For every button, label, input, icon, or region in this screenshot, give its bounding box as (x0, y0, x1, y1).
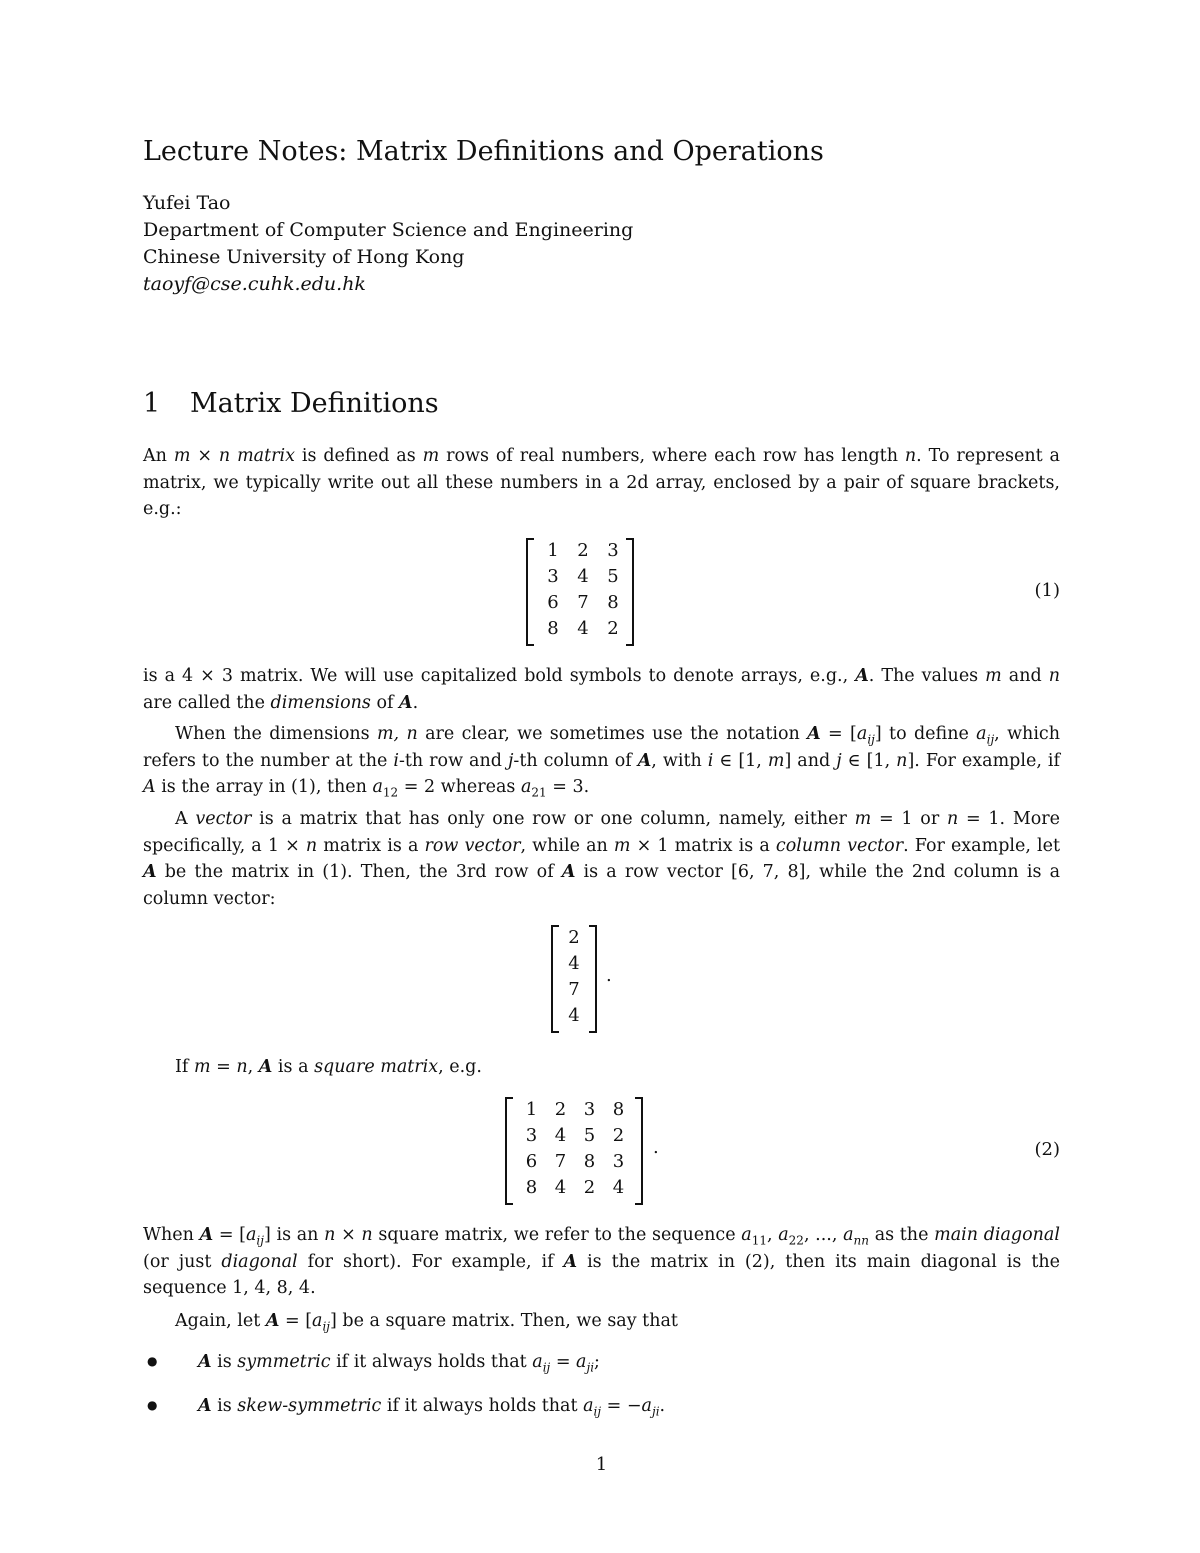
paragraph-bold-symbols: is a 4 × 3 matrix. We will use capitalized bold symbols to denote arrays, e.g., A. The values m and n are called the dimensions of A. (143, 666, 1060, 713)
left-bracket (551, 925, 559, 1033)
matrix-cell: 6 (525, 1151, 538, 1172)
paragraph-square-matrix: If m = n, A is a square matrix, e.g. (175, 1057, 482, 1077)
column-vector (551, 925, 631, 1033)
left-bracket (505, 1097, 513, 1205)
section-number: 1 (143, 388, 161, 419)
matrix-cell: 3 (583, 1099, 596, 1120)
matrix-cells (517, 1097, 633, 1201)
page-number: 1 (595, 1454, 608, 1475)
matrix-cell: 7 (577, 592, 589, 613)
author-department: Department of Computer Science and Engineering (143, 219, 634, 241)
matrix-cell: 4 (612, 1177, 625, 1198)
matrix-eq2 (505, 1097, 659, 1205)
matrix-cell: 4 (568, 1005, 580, 1026)
author-email[interactable]: taoyf@cse.cuhk.edu.hk (143, 273, 366, 295)
paper-title: Lecture Notes: Matrix Definitions and Operations (143, 136, 824, 167)
matrix-cell: 7 (554, 1151, 567, 1172)
section-heading (143, 388, 439, 419)
matrix-cell: 1 (525, 1099, 538, 1120)
matrix-cell: 6 (547, 592, 559, 613)
matrix-cell: 3 (547, 566, 559, 587)
paragraph-matrix-definition: An m × n matrix is defined as m rows of real numbers, where each row has length n. To represent a matrix, we typically write out all these numbers in a 2d array, enclosed by a pair of square brackets, e.g.: (143, 446, 1060, 519)
matrix-cell: 3 (607, 540, 619, 561)
matrix-cell: 8 (612, 1099, 625, 1120)
matrix-cell: 2 (577, 540, 589, 561)
paragraph-again: Again, let $A = [a_{ij}]$ be a square matrix. Then, we say that (175, 1311, 678, 1334)
list-item-skew-symmetric: A is skew-symmetric if it always holds that $a_{ij} = -a_{ji}$. (198, 1396, 666, 1419)
matrix-cell: 4 (568, 953, 580, 974)
matrix-cell: 8 (525, 1177, 538, 1198)
matrix-cell: 4 (554, 1125, 567, 1146)
section-title: Matrix Definitions (190, 388, 439, 419)
matrix-cell: 8 (583, 1151, 596, 1172)
vector-cells (563, 925, 585, 1029)
right-bracket (635, 1097, 643, 1205)
matrix-cell: 2 (612, 1125, 625, 1146)
bullet-icon: ● (147, 1398, 158, 1412)
matrix-cell: 2 (607, 618, 619, 639)
bullet-icon: ● (147, 1354, 158, 1368)
equation-number-2: (2) (1034, 1139, 1060, 1160)
right-bracket (589, 925, 597, 1033)
author-university: Chinese University of Hong Kong (143, 246, 465, 268)
matrix-cell: 5 (583, 1125, 596, 1146)
matrix-cell: 2 (554, 1099, 567, 1120)
matrix-cell: 4 (554, 1177, 567, 1198)
list-item-symmetric: A is symmetric if it always holds that $a_{ij} = a_{ji}$; (198, 1352, 600, 1375)
matrix-eq1 (526, 538, 636, 646)
matrix-cell: 3 (525, 1125, 538, 1146)
paragraph-main-diagonal: When $A = [a_{ij}]$ is an n × n square matrix, we refer to the sequence $a_{11}$, $a_{22}$, ..., $a_{nn}$ as the main diagonal (or just diagonal for short). For example, if A is the matrix in (2), then its main diagonal is the sequence 1, 4, 8, 4. (143, 1225, 1060, 1298)
left-bracket (526, 538, 534, 646)
matrix-cell: 8 (607, 592, 619, 613)
vector-period: . (606, 965, 612, 986)
matrix-cell: 4 (577, 566, 589, 587)
paragraph-vector: A vector is a matrix that has only one row or one column, namely, either m = 1 or n = 1. More specifically, a 1 × n matrix is a row vector, while an m × 1 matrix is a column vector. For example, let A be the matrix in (1). Then, the 3rd row of A is a row vector [6, 7, 8], while the 2nd column is a column vector: (143, 809, 1061, 909)
matrix-cell: 5 (607, 566, 619, 587)
author-name: Yufei Tao (143, 192, 231, 214)
matrix-cell: 3 (612, 1151, 625, 1172)
equation-number-1: (1) (1034, 580, 1060, 601)
right-bracket (626, 538, 634, 646)
matrix-cell: 1 (547, 540, 559, 561)
page (143, 0, 1060, 1553)
matrix-cell: 2 (568, 927, 580, 948)
matrix-period: . (653, 1137, 659, 1158)
paragraph-notation: When the dimensions m, n are clear, we sometimes use the notation $A = [a_{ij}]$ to define $a_{ij}$, which refers to the number at the i-th row and j-th column of A, with i ∈ [1, m] and j ∈ [1, n]. For example, if A is the array in (1), then $a_{12} = 2$ whereas $a_{21} = 3$. (143, 724, 1060, 800)
matrix-cell: 7 (568, 979, 580, 1000)
matrix-cells (538, 538, 628, 642)
matrix-cell: 4 (577, 618, 589, 639)
matrix-cell: 2 (583, 1177, 596, 1198)
matrix-cell: 8 (547, 618, 559, 639)
